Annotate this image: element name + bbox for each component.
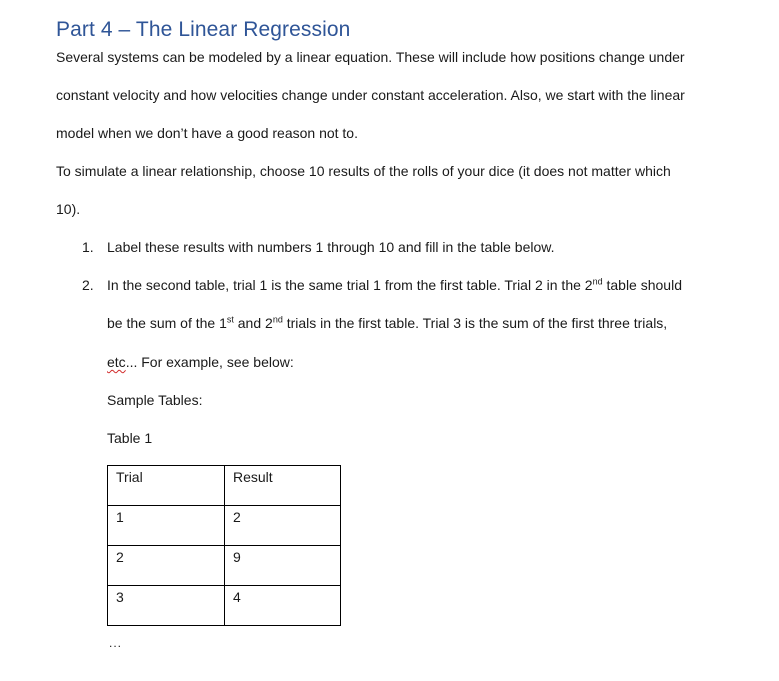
table-row xyxy=(108,586,341,626)
table-header-row xyxy=(108,466,341,506)
step-1-text: Label these results with numbers 1 through 10 and fill in the table below. xyxy=(107,239,555,255)
step-2-line-2 xyxy=(107,315,667,331)
table-cell: 2 xyxy=(108,546,225,586)
continuation-ellipsis: ... xyxy=(109,636,123,650)
superscript-nd: nd xyxy=(592,276,603,287)
table-row xyxy=(108,506,341,546)
step-2-number: 2. xyxy=(82,277,94,293)
step-2-line-2-c: trials in the first table. Trial 3 is the sum of the first three trials, xyxy=(282,315,668,331)
intro-line-1: Several systems can be modeled by a linear equation. These will include how positions change under xyxy=(56,49,685,65)
step-2-line-1 xyxy=(107,277,682,293)
simulate-line-1: To simulate a linear relationship, choose 10 results of the rolls of your dice (it does not matter which xyxy=(56,163,671,179)
step-2-line-3-rest: ... For example, see below: xyxy=(125,354,294,370)
simulate-line-2: 10). xyxy=(56,201,81,217)
sample-tables-label: Sample Tables: xyxy=(107,392,203,408)
intro-line-2: constant velocity and how velocities change under constant acceleration. Also, we start with the linear xyxy=(56,87,685,103)
table-cell: 1 xyxy=(108,506,225,546)
step-2-line-1-b: table should xyxy=(602,277,682,293)
table-cell: 3 xyxy=(108,586,225,626)
header-trial: Trial xyxy=(108,466,225,506)
table-1 xyxy=(107,465,341,626)
table-cell: 4 xyxy=(225,586,341,626)
spellcheck-etc: etc xyxy=(107,354,126,370)
table-row xyxy=(108,546,341,586)
step-2-line-2-a: be the sum of the 1 xyxy=(107,315,227,331)
header-result: Result xyxy=(225,466,341,506)
superscript-st: st xyxy=(226,314,234,325)
table-cell: 2 xyxy=(225,506,341,546)
step-2-line-1-a: In the second table, trial 1 is the same trial 1 from the first table. Trial 2 in the 2 xyxy=(107,277,593,293)
superscript-nd-2: nd xyxy=(272,314,283,325)
table-1-caption: Table 1 xyxy=(107,430,153,446)
table-cell: 9 xyxy=(225,546,341,586)
step-2-line-2-b: and 2 xyxy=(233,315,273,331)
intro-line-3: model when we don’t have a good reason not to. xyxy=(56,125,358,141)
step-1-number: 1. xyxy=(82,239,94,255)
section-heading: Part 4 – The Linear Regression xyxy=(56,18,351,41)
step-2-line-3 xyxy=(107,354,294,370)
